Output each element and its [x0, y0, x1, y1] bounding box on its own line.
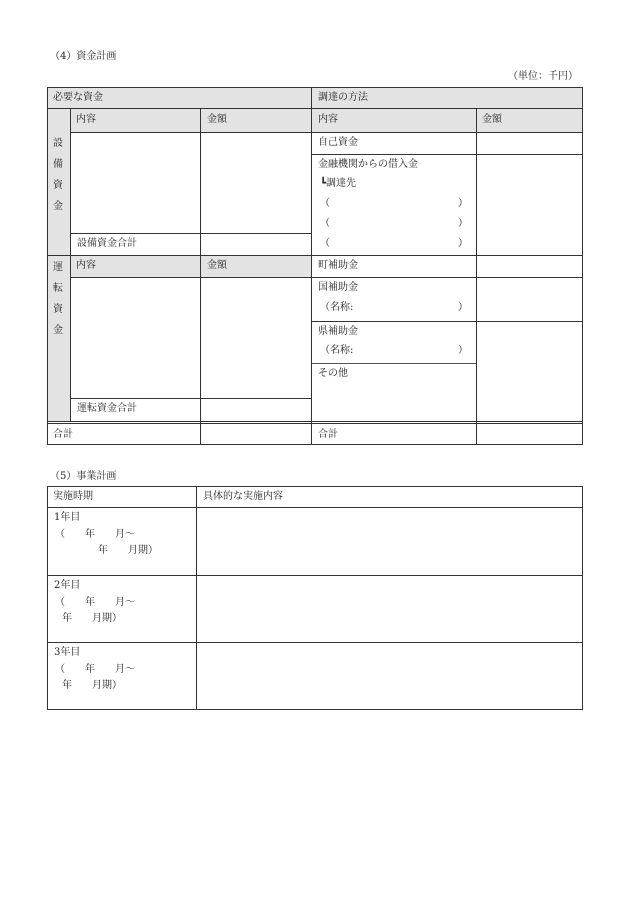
hline — [311, 363, 476, 364]
unit-label: （単位：千円） — [508, 71, 578, 82]
equipment-total-label: 設備資金合計 — [77, 238, 137, 249]
hline — [70, 398, 311, 399]
col-content-header: 内容 — [76, 114, 96, 125]
col-content-header: 内容 — [318, 114, 338, 125]
hline — [70, 132, 583, 133]
col-period-header: 実施時期 — [53, 491, 93, 502]
hline — [47, 421, 583, 422]
vline — [70, 108, 71, 421]
year3-period-start: （ 年 月～ — [55, 664, 135, 675]
hline — [70, 233, 311, 234]
paren-close: ） — [458, 302, 468, 313]
bank-loan-label: 金融機関からの借入金 — [318, 159, 418, 170]
year3-period-end: 年 月期） — [62, 680, 122, 691]
subsidy-name-label: （名称: — [320, 302, 354, 313]
hline — [47, 108, 583, 109]
header-procurement-method: 調達の方法 — [318, 92, 368, 103]
procurement-total-label: 合計 — [318, 429, 338, 440]
hline — [47, 255, 583, 256]
year2-label: 2年目 — [54, 580, 81, 591]
hline — [47, 423, 583, 424]
year2-period-end: 年 月期） — [62, 613, 122, 624]
vline — [196, 486, 197, 710]
hline — [311, 321, 583, 322]
paren-open: （ — [320, 218, 330, 229]
year1-label: 1年目 — [54, 512, 81, 523]
col-amount-header: 金額 — [482, 114, 502, 125]
paren-close: ） — [458, 345, 468, 356]
col-details-header: 具体的な実施内容 — [203, 491, 283, 502]
year1-period-start: （ 年 月～ — [55, 529, 135, 540]
paren-open: （ — [320, 198, 330, 209]
vline — [311, 87, 312, 445]
year1-period-end: 年 月期） — [98, 545, 158, 556]
plan-section-title: （5）事業計画 — [50, 471, 117, 482]
hline — [311, 154, 583, 155]
subsidy-name-label: （名称: — [320, 345, 354, 356]
operating-total-label: 運転資金合計 — [77, 403, 137, 414]
vline — [200, 108, 201, 445]
own-funds-label: 自己資金 — [318, 137, 358, 148]
hline — [47, 507, 583, 508]
grand-total-label: 合計 — [53, 429, 73, 440]
hline — [47, 642, 583, 643]
year2-period-start: （ 年 月～ — [55, 597, 135, 608]
paren-close: ） — [458, 238, 468, 249]
vline — [476, 108, 477, 445]
prefectural-subsidy-label: 県補助金 — [318, 326, 358, 337]
national-subsidy-label: 国補助金 — [318, 282, 358, 293]
funding-section-title: （4）資金計画 — [50, 51, 117, 62]
year3-label: 3年目 — [54, 647, 81, 658]
town-subsidy-label: 町補助金 — [318, 260, 358, 271]
equipment-funds-label: 設備資金 — [53, 138, 63, 212]
operating-funds-label: 運転資金 — [53, 262, 63, 336]
hline — [47, 575, 583, 576]
other-label: その他 — [318, 368, 348, 379]
col-content-header: 内容 — [76, 260, 96, 271]
paren-close: ） — [458, 198, 468, 209]
funding-table — [47, 87, 583, 445]
paren-open: （ — [320, 238, 330, 249]
header-required-funds: 必要な資金 — [53, 92, 103, 103]
lender-label: ┗調達先 — [320, 178, 357, 189]
col-amount-header: 金額 — [207, 114, 227, 125]
hline — [70, 277, 583, 278]
paren-close: ） — [458, 218, 468, 229]
col-amount-header: 金額 — [207, 260, 227, 271]
